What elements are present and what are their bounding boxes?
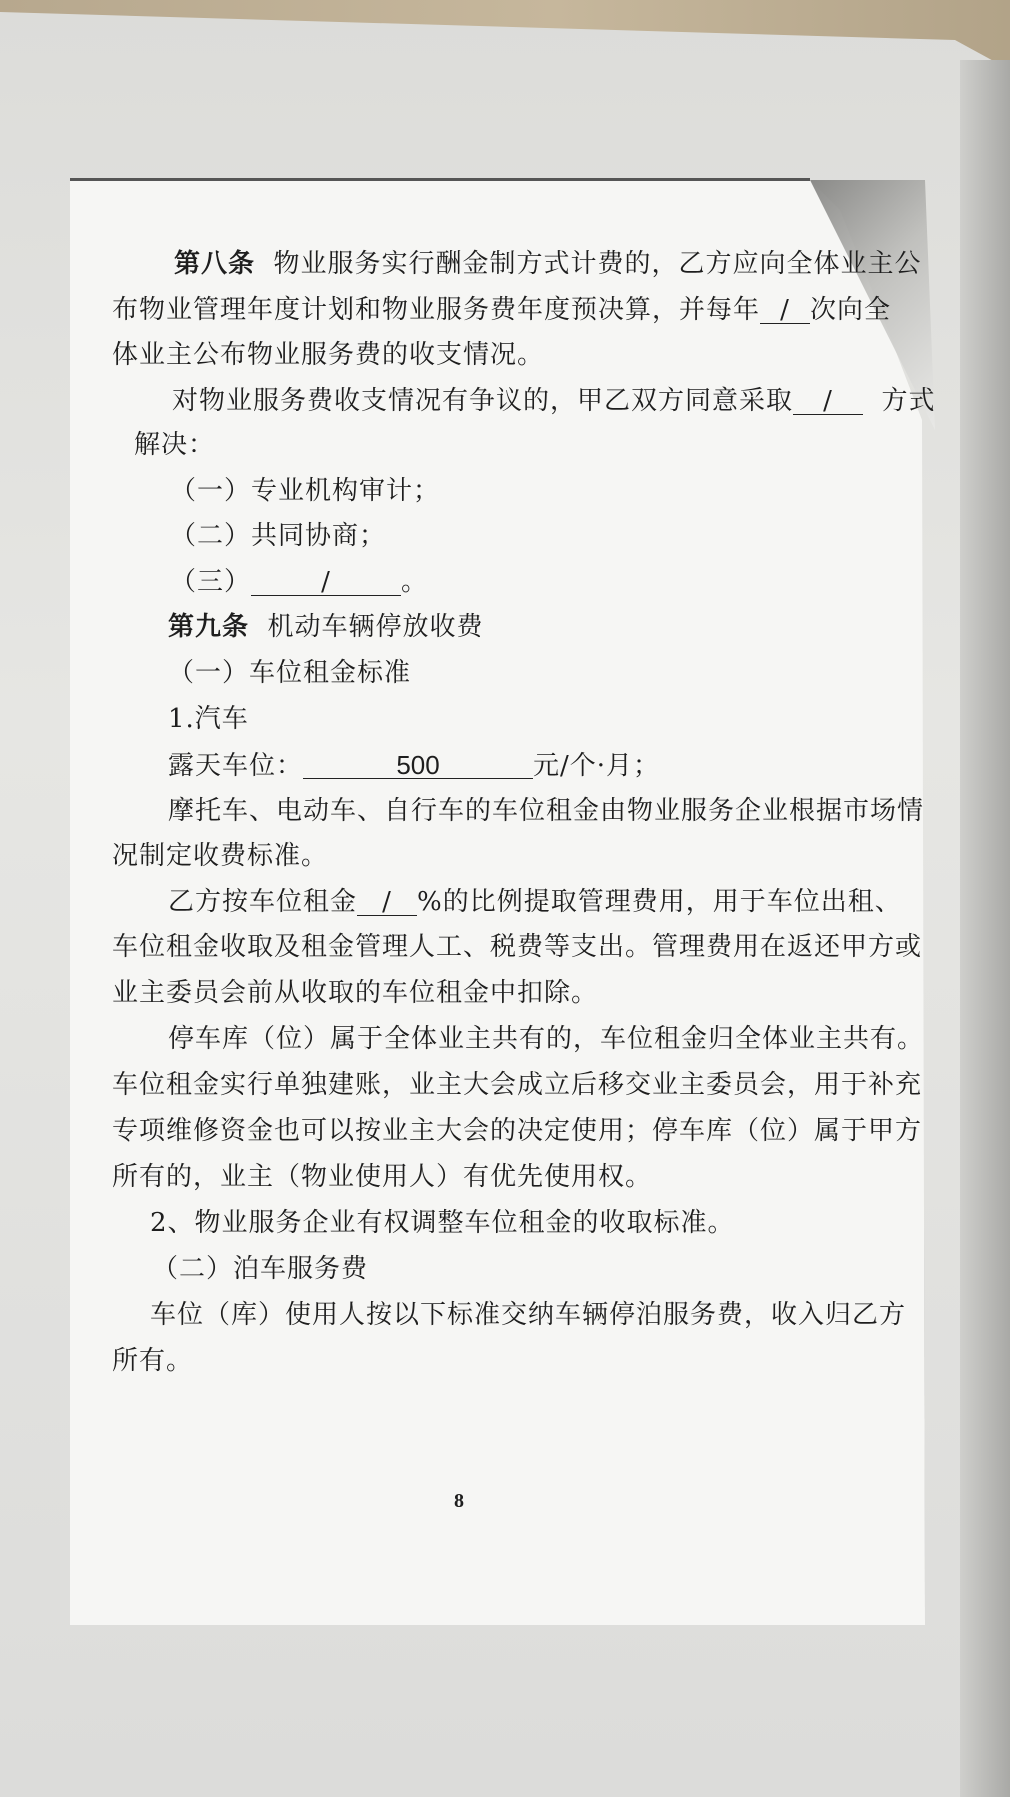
- article8-heading: 第八条: [174, 249, 256, 279]
- outdoor-parking-fee: 500: [303, 752, 533, 779]
- article8-line3: 体业主公布物业服务费的收支情况。: [112, 340, 545, 370]
- mgmt-fee-ratio-blank: /: [357, 889, 417, 916]
- garage-line4: 所有的，业主（物业使用人）有优先使用权。: [112, 1162, 653, 1192]
- option-audit: （一）专业机构审计；: [170, 476, 441, 506]
- article9-title: 机动车辆停放收费: [267, 612, 484, 642]
- mgmt-fee-text: 乙方按车位租金: [168, 887, 358, 917]
- parking-fee-line1: 车位（库）使用人按以下标准交纳车辆停泊服务费，收入归乙方: [150, 1300, 907, 1330]
- mgmt-line2: 车位租金收取及租金管理人工、税费等支出。管理费用在返还甲方或: [112, 932, 923, 962]
- article8-line2-after: 次向全: [810, 295, 892, 325]
- garage-line1: 停车库（位）属于全体业主共有的，车位租金归全体业主共有。: [168, 1024, 925, 1054]
- dispute-cont: 解决：: [134, 430, 216, 460]
- article8-line2: [112, 297, 891, 324]
- mgmt-fee-line: [168, 889, 902, 916]
- article8-text-line1: 物业服务实行酬金制方式计费的，乙方应向全体业主公: [273, 249, 922, 279]
- article8-line1: [174, 251, 922, 277]
- page-top-border: [70, 178, 810, 181]
- page-number: 8: [454, 1490, 464, 1512]
- dispute-line: [172, 388, 936, 415]
- article9-heading: 第九条: [168, 612, 250, 642]
- outdoor-parking-unit: 元/个·月；: [533, 751, 661, 781]
- item-adjust-right: 2、物业服务企业有权调整车位租金的收取标准。: [150, 1208, 735, 1238]
- option-other-blank: /: [251, 569, 401, 596]
- article8-line2-text: 布物业管理年度计划和物业服务费年度预决算，并每年: [112, 295, 761, 325]
- option-other: [170, 569, 428, 596]
- dispute-after: 方式: [881, 386, 936, 416]
- mgmt-fee-after: %的比例提取管理费用，用于车位出租、: [417, 887, 902, 917]
- outdoor-parking-label: 露天车位：: [168, 751, 304, 781]
- dispute-text: 对物业服务费收支情况有争议的，甲乙双方同意采取: [172, 386, 794, 416]
- article9-heading-line: [168, 614, 484, 640]
- annual-count-blank: /: [760, 297, 810, 324]
- moto-line1: 摩托车、电动车、自行车的车位租金由物业服务企业根据市场情: [168, 796, 925, 826]
- section-parking-service: （二）泊车服务费: [152, 1254, 369, 1284]
- garage-line2: 车位租金实行单独建账，业主大会成立后移交业主委员会，用于补充: [112, 1070, 923, 1100]
- option-other-after: 。: [401, 567, 429, 597]
- mgmt-line3: 业主委员会前从收取的车位租金中扣除。: [112, 978, 599, 1008]
- paper-stack-edge: [960, 60, 1010, 1797]
- outdoor-parking-line: [168, 752, 660, 779]
- moto-line2: 况制定收费标准。: [112, 841, 329, 871]
- option-other-label: （三）: [170, 567, 252, 597]
- item-car: 1.汽车: [168, 704, 249, 734]
- parking-fee-line2: 所有。: [112, 1346, 194, 1376]
- section-rent-standard: （一）车位租金标准: [168, 658, 412, 688]
- option-negotiate: （二）共同协商；: [170, 521, 387, 551]
- garage-line3: 专项维修资金也可以按业主大会的决定使用；停车库（位）属于甲方: [112, 1116, 923, 1146]
- dispute-method-blank: /: [793, 388, 863, 415]
